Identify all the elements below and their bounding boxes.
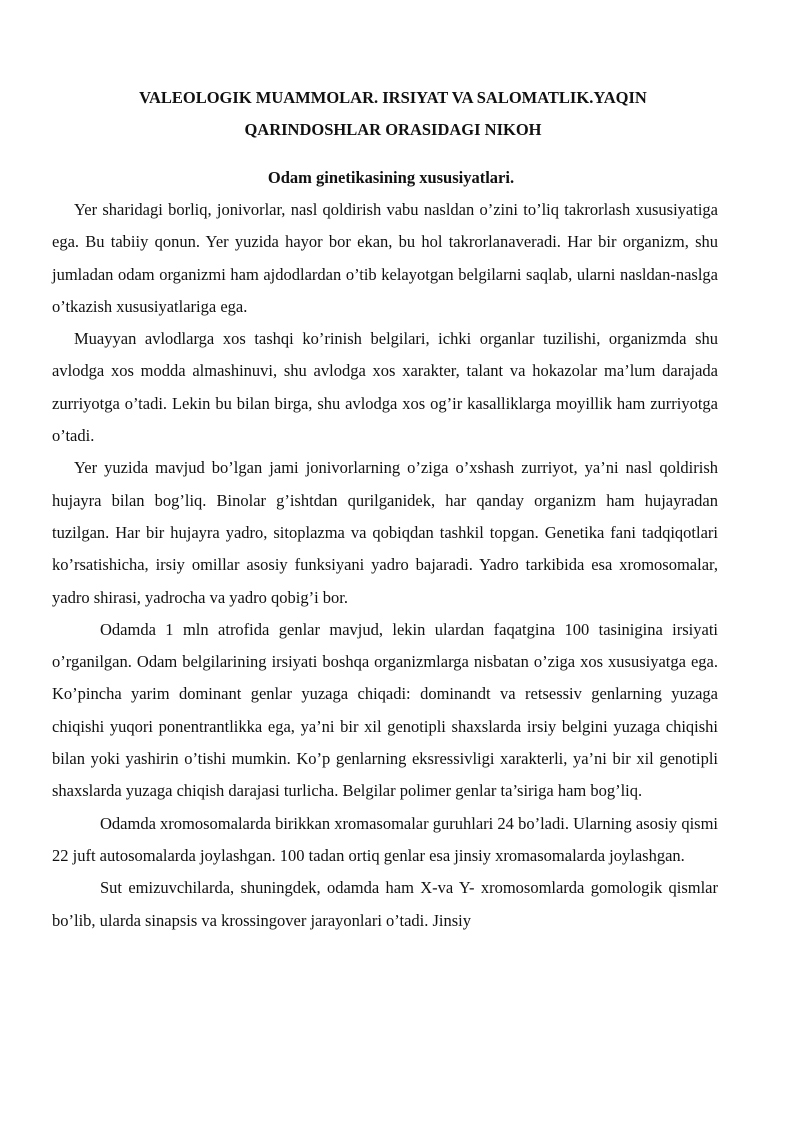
section-heading: Odam ginetikasining xususiyatlari. <box>267 168 515 187</box>
paragraph-3: Yer yuzida mavjud bo’lgan jami jonivorlarning o’ziga o’xshash zurriyot, ya’ni nasl qoldirish hujayra bilan bog’liq. Binolar g’ishtdan qurilganidek, har qanday organizm ham hujayradan tuzilgan. Har bir hujayra yadro, sitoplazma va qobiqdan tashkil topgan. Genetika fani tadqiqotlari ko’rsatishicha, irsiy omillar asosiy funksiyani yadro bajaradi. Yadro tarkibida esa xromosomalar, yadro shirasi, yadrocha va yadro qobig’i bor. <box>52 458 718 607</box>
paragraph-1: Yer sharidagi borliq, jonivorlar, nasl qoldirish vabu nasldan o’zini to’liq takrorlash xususiyatiga ega. Bu tabiiy qonun. Yer yuzida hayor bor ekan, bu hol takrorlanaveradi. Har bir organizm, shu jumladan odam organizmi ham ajdodlardan o’tib kelayotgan belgilarni saqlab, ularni nasldan-naslga o’tkazish xususiyatlariga ega. <box>52 200 718 316</box>
paragraph-2: Muayyan avlodlarga xos tashqi ko’rinish belgilari, ichki organlar tuzilishi, organizmda shu avlodga xos modda almashinuvi, shu avlodga xos xarakter, talant va hokazolar ma’lum darajada zurriyotga o’tadi. Lekin bu bilan birga, shu avlodga xos og’ir kasalliklarga moyillik ham zurriyotga o’tadi. <box>52 329 718 446</box>
paragraph-5: Odamda xromosomalarda birikkan xromasomalar guruhlari 24 bo’ladi. Ularning asosiy qismi 22 juft autosomalarda joylashgan. 100 tadan ortiq genlar esa jinsiy xromasomalarda joylashgan. <box>52 813 718 865</box>
paragraph-4: Odamda 1 mln atrofida genlar mavjud, lekin ulardan faqatgina 100 tasinigina irsiyati o’rganilgan. Odam belgilarining irsiyati boshqa organizmlarga nisbatan o’ziga xos xususiyatga ega. Ko’pincha yarim dominant genlar yuzaga chiqadi: dominandt va retsessiv genlarning yuzaga chiqishi yuqori ponentrantlikka ega, ya’ni bir xil genotipli shaxslarda irsiy belgini yuzaga chiqishi bilan yoki yashirin o’tishi mumkin. Ko’p genlarning eksressivligi xarakterli, ya’ni bir xil genotipli shaxslarda yuzaga chiqish darajasi turlicha. Belgilar polimer genlar ta’siriga ham bog’liq. <box>52 619 718 801</box>
paragraph-6: Sut emizuvchilarda, shuningdek, odamda ham X-va Y- xromosomlarda gomologik qismlar bo’lib, ularda sinapsis va krossingover jarayonlari o’tadi. Jinsiy <box>52 878 718 930</box>
document-page <box>52 82 718 937</box>
document-title-line-1: VALEOLOGIK MUAMMOLAR. IRSIYAT VA SALOMATLIK.YAQIN <box>139 88 647 107</box>
document-title-line-2: QARINDOSHLAR ORASIDAGI NIKOH <box>244 120 542 139</box>
